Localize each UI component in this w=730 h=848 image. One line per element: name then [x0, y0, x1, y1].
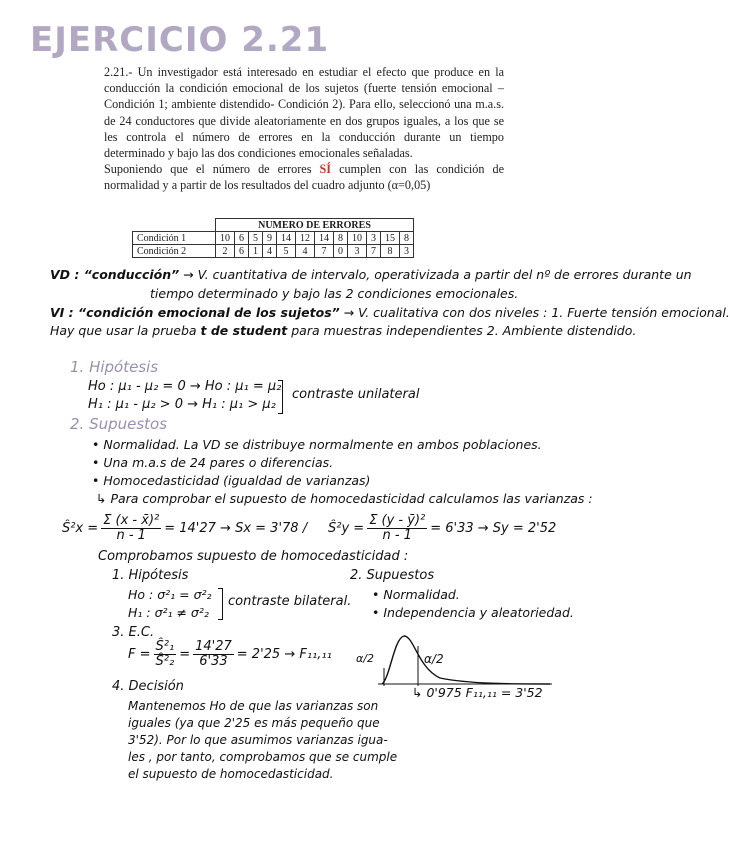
table-cell: 6 [235, 245, 249, 258]
critical-value: ↳ 0'975 F₁₁,₁₁ = 3'52 [412, 685, 543, 700]
bracket [278, 380, 283, 414]
problem-paragraph-2: Suponiendo que el número de errores SÍ cumplen con las condición de normalidad y a partir de los resultados del cuadro adjunto (α=0,05) [104, 162, 505, 193]
problem-statement [104, 64, 504, 194]
table-cell: 3 [367, 232, 381, 245]
table-cell: 15 [381, 232, 400, 245]
table-cell: 4 [296, 245, 315, 258]
density-curve [382, 636, 550, 684]
variance-x-formula: Ŝ²x = $\frac{\text{Σ (x - x̄)²}}{n - 1}$ = 14'27 → Sx = 3'78 / [62, 513, 308, 543]
table-cell: 8 [381, 245, 400, 258]
errors-table [132, 218, 414, 258]
f-statistic-formula: F = $\frac{\text{Ŝ²₁}}{\text{Ŝ²₂}}$ = $\frac{14'27}{6'33}$ = 2'25 → F₁₁,₁₁ [128, 639, 332, 669]
vi-line: VI : “condición emocional de los sujetos” → V. cualitativa con dos niveles : 1. Fuerte tensión emocional. [50, 305, 730, 320]
hipotesis-h1: H₁ : μ₁ - μ₂ > 0 → H₁ : μ₁ > μ₂ [88, 397, 276, 412]
table-cell: 14 [277, 232, 296, 245]
table-cell: 5 [249, 232, 263, 245]
decision-text: Mantenemos Ho de que las varianzas son iguales (ya que 2'25 es más pequeño que 3'52). Por lo que asumimos varianzas igua- les , por tanto, comprobamos que se cumple el supuesto de homocedasticidad. [128, 699, 398, 781]
alpha-left-label: α/2 [356, 652, 374, 665]
table-cell: 6 [235, 232, 249, 245]
table-row [133, 245, 414, 258]
table-cell: 10 [348, 232, 367, 245]
table-cell: 4 [263, 245, 277, 258]
vd-line-2: tiempo determinado y bajo las 2 condiciones emocionales. [150, 286, 519, 301]
homoced-h1: H₁ : σ²₁ ≠ σ²₂ [128, 605, 209, 620]
table-header-row [133, 219, 414, 232]
hipotesis-heading: 1. Hipótesis [70, 358, 159, 376]
table-cell: 10 [216, 232, 235, 245]
ec-heading: 3. E.C. [112, 625, 155, 640]
table-cell: 7 [315, 245, 334, 258]
table-cell: 5 [277, 245, 296, 258]
supuesto-item: • Homocedasticidad (igualdad de varianzas) [92, 473, 371, 488]
table-cell: 3 [348, 245, 367, 258]
table-header: NUMERO DE ERRORES [216, 219, 414, 232]
problem-paragraph-1: 2.21.- Un investigador está interesado en estudiar el efecto que produce en la conducción la condición emocional de los sujetos (fuerte tensión emocional – Condición 1; ambiente distendido- Condición 2). Para ello, seleccionó una m.a.s. de 24 conductores que divide aleatoriamente en dos grupos iguales, a los que se les controla el número de errores en la conducción durante un tiempo determinado y bajo las dos condiciones emocionales señaladas. [104, 65, 504, 161]
alpha-right-label: α/2 [424, 652, 444, 666]
hipotesis-h0: Ho : μ₁ - μ₂ = 0 → Ho : μ₁ = μ₂ [88, 379, 282, 394]
contraste-unilateral: contraste unilateral [292, 387, 420, 402]
table-cell: 1 [249, 245, 263, 258]
supuesto-item: • Normalidad. La VD se distribuye normalmente en ambos poblaciones. [92, 437, 542, 452]
table-cell: 7 [367, 245, 381, 258]
homoced-h0: Ho : σ²₁ = σ²₂ [128, 587, 212, 602]
homoced-supuesto-item: • Normalidad. [372, 587, 460, 602]
supuesto-arrow-note: ↳ Para comprobar el supuesto de homocedasticidad calculamos las varianzas : [96, 491, 593, 506]
vi-line-2: Hay que usar la prueba t de student para muestras independientes 2. Ambiente distendido. [50, 323, 637, 338]
table-cell: 0 [334, 245, 348, 258]
homoced-hipotesis-heading: 1. Hipótesis [112, 568, 189, 583]
homoced-supuesto-item: • Independencia y aleatoriedad. [372, 605, 574, 620]
table-cell: 8 [400, 232, 414, 245]
row-label: Condición 1 [133, 232, 216, 245]
vd-line: VD : “conducción” → V. cuantitativa de intervalo, operativizada a partir del nº de errores durante un [50, 267, 692, 282]
table-cell: 12 [296, 232, 315, 245]
homoced-heading: Comprobamos supuesto de homocedasticidad : [98, 549, 409, 564]
table-cell: 9 [263, 232, 277, 245]
homoced-supuestos-heading: 2. Supuestos [350, 568, 435, 583]
decision-heading: 4. Decisión [112, 679, 184, 694]
table-row [133, 232, 414, 245]
bracket [218, 588, 223, 620]
page-title: EJERCICIO 2.21 [30, 20, 330, 60]
supuestos-heading: 2. Supuestos [70, 415, 168, 433]
contraste-bilateral: contraste bilateral. [228, 594, 352, 609]
highlight-si: SÍ [319, 162, 332, 177]
supuesto-item: • Una m.a.s de 24 pares o diferencias. [92, 455, 334, 470]
variance-y-formula: Ŝ²y = $\frac{\text{Σ (y - ȳ)²}}{n - 1}$ = 6'33 → Sy = 2'52 [328, 513, 557, 543]
table-cell: 2 [216, 245, 235, 258]
table-cell: 14 [315, 232, 334, 245]
table-cell: 3 [400, 245, 414, 258]
row-label: Condición 2 [133, 245, 216, 258]
table-cell: 8 [334, 232, 348, 245]
